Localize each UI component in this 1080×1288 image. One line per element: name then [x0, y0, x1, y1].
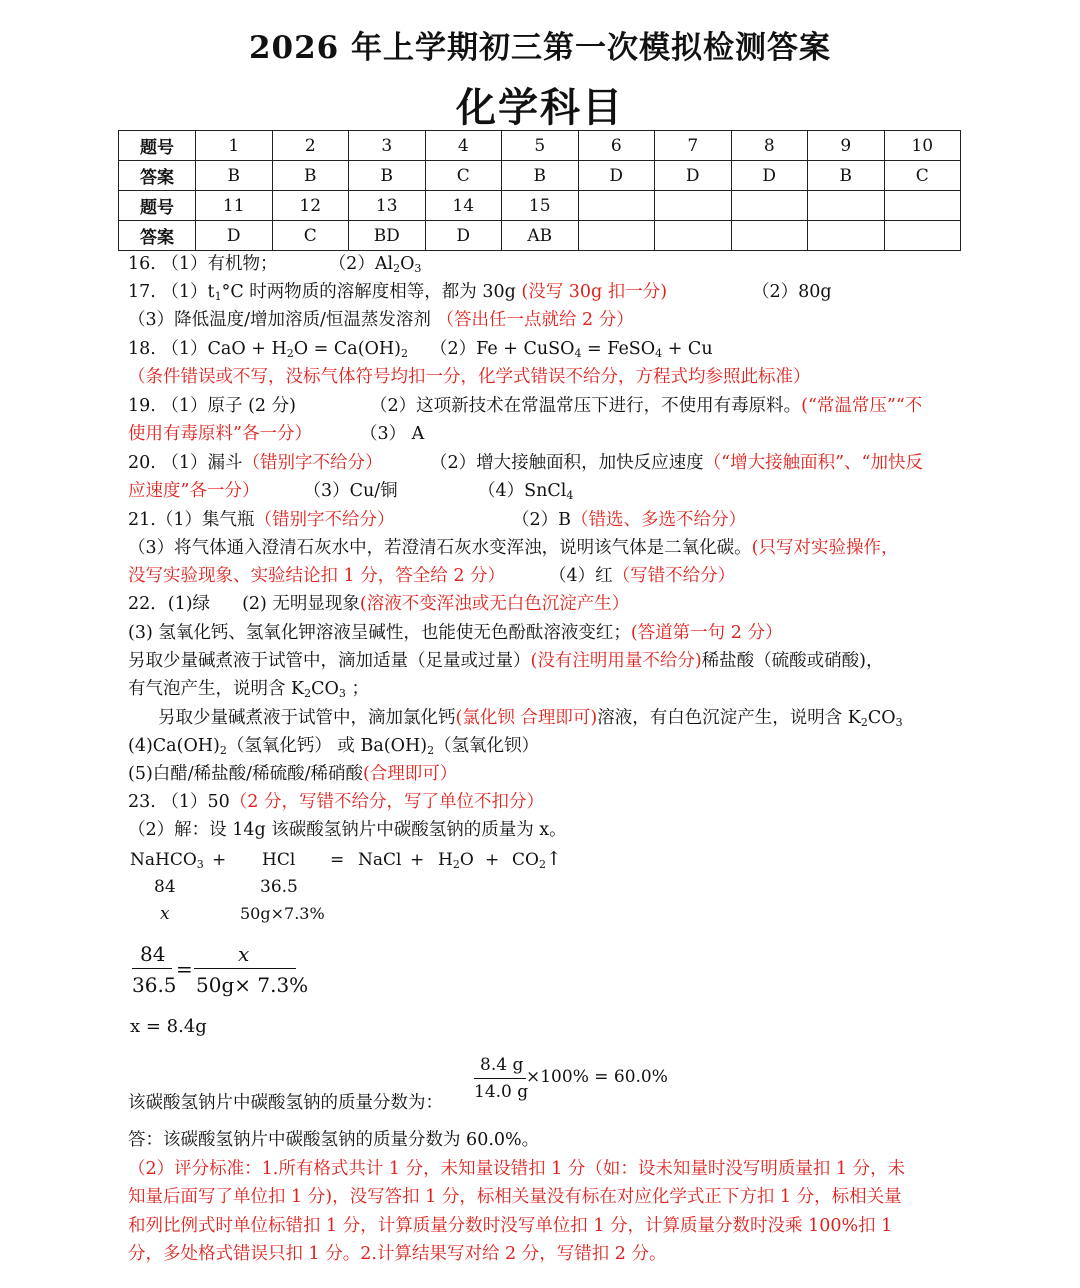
table-cell: C: [425, 161, 502, 191]
subscript: 2: [538, 858, 546, 871]
text: NaHCO: [130, 850, 197, 870]
percent-denominator: 14.0 g: [474, 1082, 529, 1102]
scoring-criteria-line2: 知量后面写了单位扣 1 分)，没写答扣 1 分，标相关量没有标在对应化学式正下方扣 1 分，标相关量: [128, 1187, 902, 1207]
text: （3）Cu/铜: [303, 481, 398, 501]
scoring-note: （2 分，写错不给分，写了单位不扣分）: [229, 792, 544, 812]
answer-22-line1: [128, 592, 629, 616]
table-cell: [655, 191, 732, 221]
ratio-numerator-left: 84: [140, 942, 166, 966]
text: 18. （1）CaO + H: [128, 339, 287, 359]
text: CO: [311, 679, 339, 699]
scoring-note: （答出任一点就给 2 分）: [436, 310, 634, 330]
table-cell: [884, 221, 961, 251]
table-cell: 2: [272, 131, 349, 161]
text: （3）降低温度/增加溶质/恒温蒸发溶剂: [128, 310, 437, 330]
scoring-note: (“常温常压”“不: [801, 396, 923, 416]
answer-16-part2: [329, 254, 422, 274]
table-row: [119, 131, 961, 161]
text: （3） A: [359, 424, 425, 444]
text: CO: [867, 708, 896, 728]
answer-17-line1: [128, 280, 667, 309]
molar-mass-nahco3: 84: [154, 877, 176, 897]
table-cell: B: [808, 161, 885, 191]
answer-17-part2: （2）80g: [752, 282, 832, 302]
table-cell: D: [578, 161, 655, 191]
table-cell: D: [196, 221, 273, 251]
scoring-note: 应速度”各一分）: [128, 481, 260, 501]
percent-result: ×100% = 60.0%: [526, 1067, 668, 1087]
text: °C 时两物质的溶解度相等，都为 30g: [221, 282, 522, 302]
scoring-note: （错别字不给分）: [254, 510, 395, 530]
text: 有气泡产生，说明含 K: [128, 679, 305, 699]
equation-plus: +: [485, 850, 500, 870]
table-cell: 8: [731, 131, 808, 161]
table-cell: [884, 191, 961, 221]
scoring-note: 没写实验现象、实验结论扣 1 分，答全给 2 分）: [128, 566, 506, 586]
row-label-answer: 答案: [119, 221, 196, 251]
text: CO: [512, 850, 539, 870]
answer-23-line1: [128, 790, 544, 814]
table-cell: B: [502, 161, 579, 191]
table-cell: 7: [655, 131, 732, 161]
text: （氢氧化钙） 或 Ba(OH): [226, 736, 428, 756]
answer-17-line2: [128, 308, 634, 332]
subscript: 4: [566, 489, 574, 502]
text: 溶液，有白色沉淀产生，说明含 K: [597, 708, 861, 728]
text: (2) 无明显现象: [242, 594, 360, 614]
text: = FeSO: [581, 339, 656, 359]
table-cell: [808, 191, 885, 221]
ratio-equals: =: [176, 957, 193, 981]
table-cell: B: [196, 161, 273, 191]
scoring-note: (溶液不变浑浊或无白色沉淀产生）: [359, 594, 630, 614]
text: （3）将气体通入澄清石灰水中，若澄清石灰水变浑浊，说明该气体是二氧化碳。: [128, 538, 752, 558]
equation-plus: +: [212, 850, 227, 870]
equation-nacl: NaCl: [358, 850, 402, 870]
text: O: [400, 254, 415, 274]
ratio-numerator-right: x: [238, 942, 250, 966]
equation-plus: +: [410, 850, 425, 870]
answer-21-part3: [128, 536, 898, 560]
text: （2）Fe + CuSO: [430, 339, 575, 359]
scoring-note: （“增大接触面积”、“加快反: [703, 453, 923, 473]
table-cell: 9: [808, 131, 885, 161]
text: 17. （1）t: [128, 282, 215, 302]
text: （2）B: [512, 510, 571, 530]
unknown-x: x: [160, 904, 170, 924]
answer-21-line4: [128, 564, 735, 588]
answer-22-line5: [158, 706, 903, 735]
scoring-note: (没有注明用量不给分): [530, 651, 702, 671]
scoring-note: (没写 30g 扣一分): [521, 282, 668, 302]
subscript: 2: [400, 347, 408, 360]
answer-18-part2: [430, 337, 713, 366]
text: （2）Al: [328, 254, 394, 274]
table-cell: [808, 221, 885, 251]
final-answer: 答：该碳酸氢钠片中碳酸氢钠的质量分数为 60.0%。: [128, 1130, 540, 1150]
answer-19-line2: [128, 422, 424, 446]
text: 22．(1)绿: [128, 594, 211, 614]
subscript: 3: [338, 687, 346, 700]
answer-20-part4: [478, 479, 573, 508]
text: （氢氧化钡）: [434, 736, 540, 756]
fraction-bar: [132, 968, 172, 969]
answer-21-part2: [512, 508, 746, 532]
table-cell: [655, 221, 732, 251]
subject-title: 化学科目: [456, 84, 624, 131]
text: 另取少量碱煮液于试管中，滴加适量（足量或过量）: [128, 651, 531, 671]
table-cell: B: [349, 161, 426, 191]
equation-h2o: [438, 850, 474, 871]
answer-21-part1: [128, 508, 394, 532]
answer-19-part2: [370, 394, 922, 418]
subscript: 2: [304, 687, 312, 700]
scoring-criteria-line4: 分，多处格式错误只扣 1 分。2.计算结果写对给 2 分，写错扣 2 分。: [128, 1244, 667, 1264]
text: (5)白醋/稀盐酸/稀硫酸/稀硝酸: [128, 764, 363, 784]
fraction-bar: [474, 1078, 526, 1079]
subscript: 3: [895, 716, 903, 729]
answer-table: [118, 130, 961, 251]
scoring-note: (合理即可）: [362, 764, 458, 784]
equation-hcl: HCl: [262, 850, 296, 870]
table-cell: [578, 221, 655, 251]
text: 20. （1）漏斗: [128, 453, 243, 473]
text: (4)Ca(OH): [128, 736, 220, 756]
percent-numerator: 8.4 g: [480, 1055, 524, 1075]
text: ；: [345, 679, 369, 699]
text: 稀盐酸（硫酸或硝酸)，: [701, 651, 884, 671]
scoring-note: 使用有毒原料”各一分）: [128, 424, 312, 444]
text: + Cu: [662, 339, 713, 359]
subscript: 1: [214, 290, 222, 303]
table-cell: 11: [196, 191, 273, 221]
table-cell: C: [884, 161, 961, 191]
text: （4）SnCl: [478, 481, 567, 501]
scoring-note: （错选、多选不给分）: [571, 510, 746, 530]
text: 21.（1）集气瓶: [128, 510, 255, 530]
table-cell: 15: [502, 191, 579, 221]
molar-mass-hcl: 36.5: [260, 877, 298, 897]
table-cell: BD: [349, 221, 426, 251]
table-cell: 5: [502, 131, 579, 161]
scoring-note: （写错不给分）: [612, 566, 736, 586]
answer-22-line2: [128, 621, 782, 645]
text: （2）这项新技术在常温常压下进行，不使用有毒原料。: [370, 396, 802, 416]
subscript: 4: [574, 347, 582, 360]
table-cell: 12: [272, 191, 349, 221]
equation-co2: [512, 848, 562, 871]
answer-20-line2: [128, 479, 398, 503]
answer-16: [128, 252, 421, 281]
hcl-mass: 50g×7.3%: [240, 904, 325, 923]
table-cell: B: [272, 161, 349, 191]
equation-nahco3: [130, 850, 204, 871]
answer-16-part1: 16. （1）有机物；: [128, 254, 278, 274]
answer-22-line4: [128, 677, 369, 706]
text: H: [438, 850, 453, 870]
table-row: [119, 191, 961, 221]
subscript: 4: [655, 347, 663, 360]
gas-arrow-icon: ↑: [545, 848, 562, 870]
scoring-criteria-line3: 和列比例式时单位标错扣 1 分，计算质量分数时没写单位扣 1 分，计算质量分数时没乘 100%扣 1: [128, 1216, 893, 1236]
table-cell: D: [655, 161, 732, 191]
text: 23. （1）50: [128, 792, 230, 812]
answer-20-part2: [430, 451, 923, 475]
row-label-answer: 答案: [119, 161, 196, 191]
table-cell: AB: [502, 221, 579, 251]
subscript: 2: [219, 744, 227, 757]
subscript: 2: [427, 744, 435, 757]
text: 另取少量碱煮液于试管中，滴加氯化钙: [158, 708, 456, 728]
answer-22-line7: [128, 762, 457, 786]
table-cell: 4: [425, 131, 502, 161]
subscript: 3: [196, 858, 204, 871]
equation-equals: =: [330, 850, 345, 870]
subscript: 2: [860, 716, 868, 729]
table-cell: D: [425, 221, 502, 251]
answer-22-line3: [128, 649, 883, 673]
row-label-question: 题号: [119, 191, 196, 221]
answer-22-line6: [128, 734, 539, 763]
table-cell: D: [731, 161, 808, 191]
scoring-note: (答道第一句 2 分）: [630, 623, 783, 643]
text: (3) 氢氧化钙、氢氧化钾溶液呈碱性，也能使无色酚酞溶液变红；: [128, 623, 631, 643]
exam-title: 2026 年上学期初三第一次模拟检测答案: [248, 30, 832, 66]
subscript: 3: [414, 262, 422, 275]
answer-18-line1: [128, 337, 408, 366]
table-cell: [731, 191, 808, 221]
table-cell: 10: [884, 131, 961, 161]
table-cell: 14: [425, 191, 502, 221]
answer-20-part1: [128, 451, 383, 475]
table-cell: 3: [349, 131, 426, 161]
text: （4）红: [549, 566, 613, 586]
answer-23-line2: （2）解：设 14g 该碳酸氢钠片中碳酸氢钠的质量为 x。: [128, 820, 567, 840]
ratio-denominator-left: 36.5: [132, 973, 177, 997]
table-cell: [731, 221, 808, 251]
table-cell: 6: [578, 131, 655, 161]
scoring-criteria-line1: （2）评分标准：1.所有格式共计 1 分，未知量设错扣 1 分（如：设未知量时没写明质量扣 1 分，未: [128, 1159, 906, 1179]
scoring-note: （错别字不给分）: [242, 453, 383, 473]
scoring-note: (只写对实验操作，: [751, 538, 899, 558]
answer-19-part1: 19. （1）原子 (2 分): [128, 396, 296, 416]
table-row: [119, 161, 961, 191]
ratio-denominator-right: 50g× 7.3%: [196, 973, 309, 997]
table-row: [119, 221, 961, 251]
subscript: 2: [286, 347, 294, 360]
table-cell: 13: [349, 191, 426, 221]
subscript: 2: [393, 262, 401, 275]
table-cell: 1: [196, 131, 273, 161]
percent-label: 该碳酸氢钠片中碳酸氢钠的质量分数为：: [128, 1093, 443, 1113]
text: O: [459, 850, 474, 870]
table-cell: [578, 191, 655, 221]
table-cell: C: [272, 221, 349, 251]
fraction-bar: [194, 968, 296, 969]
subscript: 2: [452, 858, 460, 871]
row-label-question: 题号: [119, 131, 196, 161]
scoring-note: (氯化钡 合理即可): [455, 708, 598, 728]
x-result: x = 8.4g: [130, 1016, 207, 1037]
text: O = Ca(OH): [293, 339, 401, 359]
scoring-note: （条件错误或不写，没标气体符号均扣一分，化学式错误不给分，方程式均参照此标准）: [128, 367, 811, 387]
text: （2）增大接触面积，加快反应速度: [430, 453, 704, 473]
